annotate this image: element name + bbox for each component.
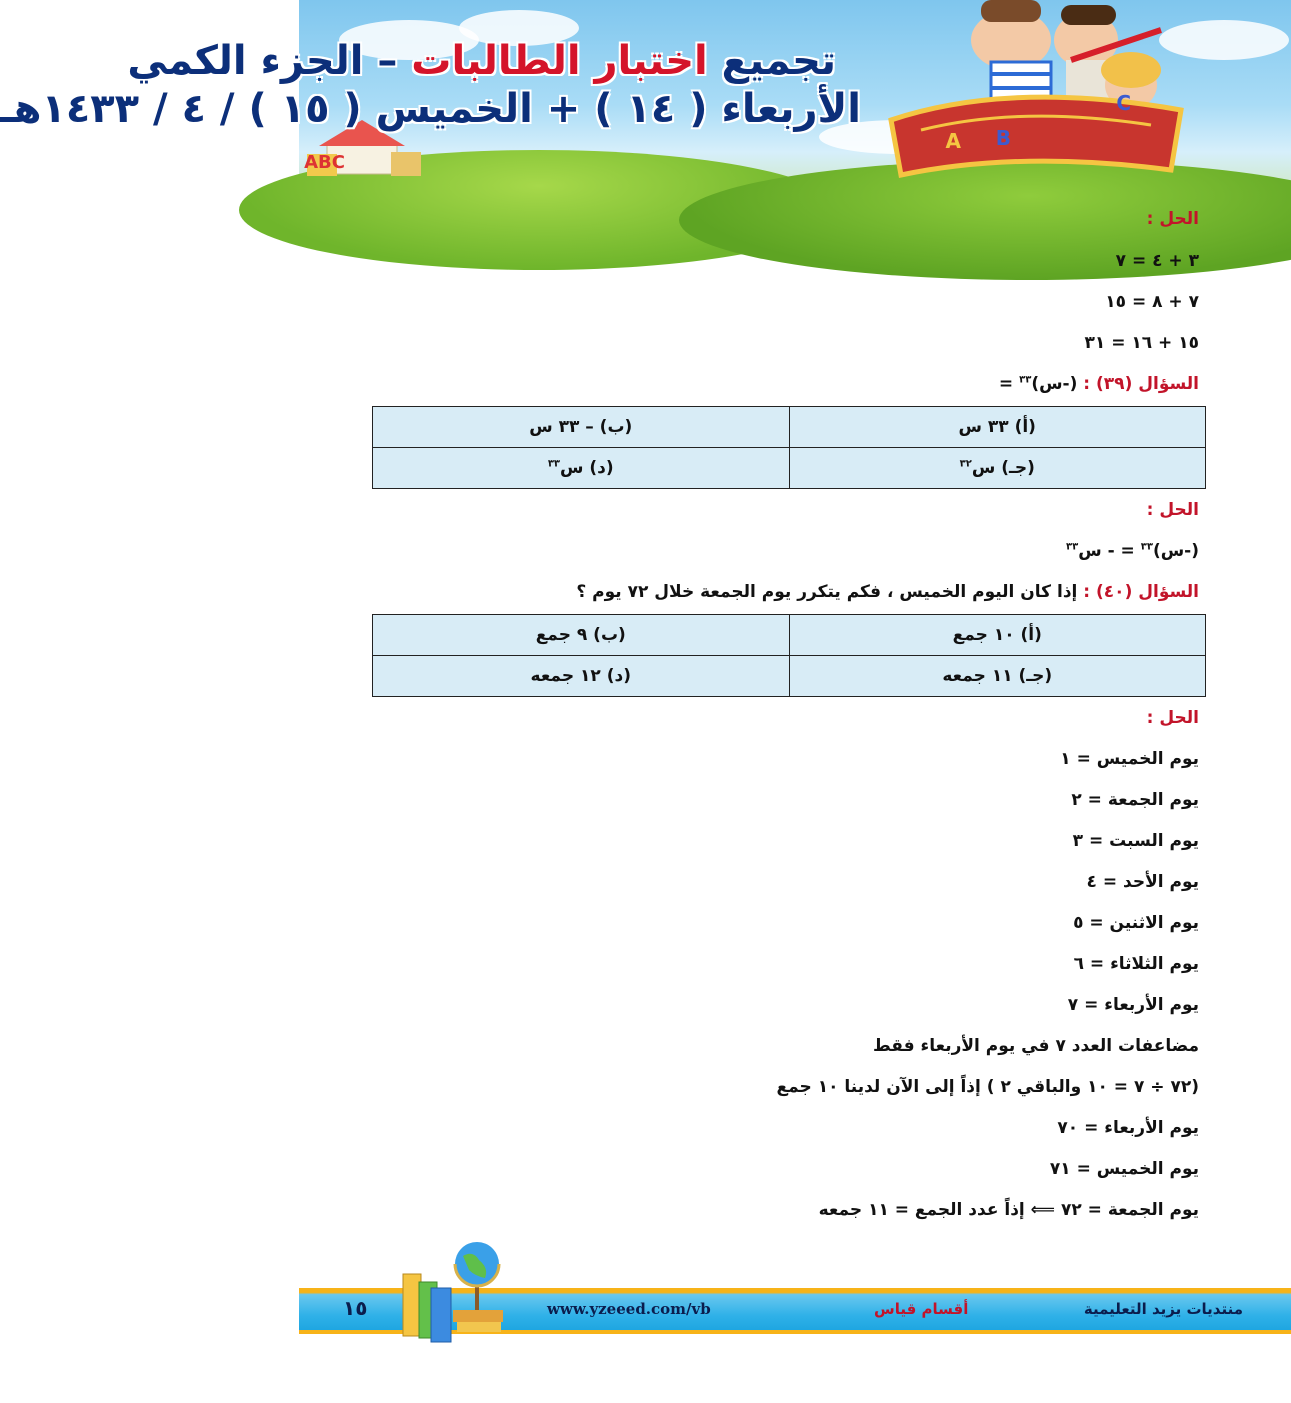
solution-line: يوم الخميس = ٧١ (1049, 1159, 1199, 1179)
solution-line: (٧٢ ÷ ٧ = ١٠ والباقي ٢ ) إذاً إلى الآن لدينا ١٠ جمع (776, 1077, 1199, 1097)
books-globe-icon (399, 1240, 519, 1344)
solution-line: (-س)$^{٣٣}$ = - س$^{٣٣}$ (1065, 541, 1199, 561)
question-label: السؤال (٤٠) : (1083, 582, 1199, 602)
solution-line: يوم الأربعاء = ٧٠ (1057, 1118, 1199, 1138)
solution-label: الحل : (1146, 209, 1199, 229)
option-b[interactable]: (ب) – ٣٣ س (373, 407, 790, 448)
solution-line: يوم الاثنين = ٥ (1073, 913, 1199, 933)
option-c[interactable]: (جـ) ١١ جمعه (789, 656, 1206, 697)
header-banner (0, 0, 1291, 190)
option-c[interactable]: (جـ) س$^{٣٢}$ (789, 448, 1206, 489)
footer-section: أقسام قياس (874, 1300, 969, 1318)
solution-line: يوم الجمعة = ٧٢ ⟸ إذاً عدد الجمع = ١١ جمعه (818, 1200, 1199, 1220)
option-d[interactable]: (د) س$^{٣٣}$ (373, 448, 790, 489)
question-39: السؤال (٣٩) : (-س)$^{٣٣}$ = (998, 374, 1199, 394)
page-number: ١٥ (343, 1296, 368, 1320)
svg-text:ABC: ABC (304, 152, 345, 173)
answer-options-q39 (372, 406, 1206, 489)
solution-line: يوم السبت = ٣ (1072, 831, 1199, 851)
solution-line: يوم الأحد = ٤ (1086, 872, 1199, 892)
svg-text:A: A (945, 129, 961, 153)
question-label: السؤال (٣٩) : (1083, 374, 1199, 394)
option-a[interactable]: (أ) ١٠ جمع (789, 615, 1206, 656)
page-title: تجميع اختبار الطالبات – الجزء الكمي (127, 38, 836, 84)
solution-line: يوم الثلاثاء = ٦ (1073, 954, 1199, 974)
footer-url[interactable]: www.yzeeed.com/vb (547, 1300, 711, 1318)
solution-line: ٧ + ٨ = ١٥ (1105, 292, 1199, 312)
answer-options-q40 (372, 614, 1206, 697)
solution-label: الحل : (1146, 708, 1199, 728)
footer-forum-name: منتديات يزيد التعليمية (1083, 1300, 1243, 1318)
svg-text:C: C (1116, 91, 1131, 115)
option-b[interactable]: (ب) ٩ جمع (373, 615, 790, 656)
svg-text:B: B (995, 126, 1011, 150)
solution-line: يوم الأربعاء = ٧ (1067, 995, 1199, 1015)
solution-label: الحل : (1146, 500, 1199, 520)
solution-line: ١٥ + ١٦ = ٣١ (1084, 333, 1199, 353)
solution-line: ٣ + ٤ = ٧ (1115, 251, 1199, 271)
flying-carpet-illustration (861, 0, 1191, 190)
page-subtitle: الأربعاء ( ١٤ ) + الخميس ( ١٥ ) / ٤ / ١٤٣٣هـ (0, 86, 861, 132)
solution-line: يوم الجمعة = ٢ (1071, 790, 1199, 810)
solution-line: يوم الخميس = ١ (1060, 749, 1199, 769)
option-d[interactable]: (د) ١٢ جمعه (373, 656, 790, 697)
question-40: السؤال (٤٠) : إذا كان اليوم الخميس ، فكم يتكرر يوم الجمعة خلال ٧٢ يوم ؟ (576, 582, 1199, 602)
solution-line: مضاعفات العدد ٧ في يوم الأربعاء فقط (873, 1036, 1199, 1056)
option-a[interactable]: (أ) ٣٣ س (789, 407, 1206, 448)
